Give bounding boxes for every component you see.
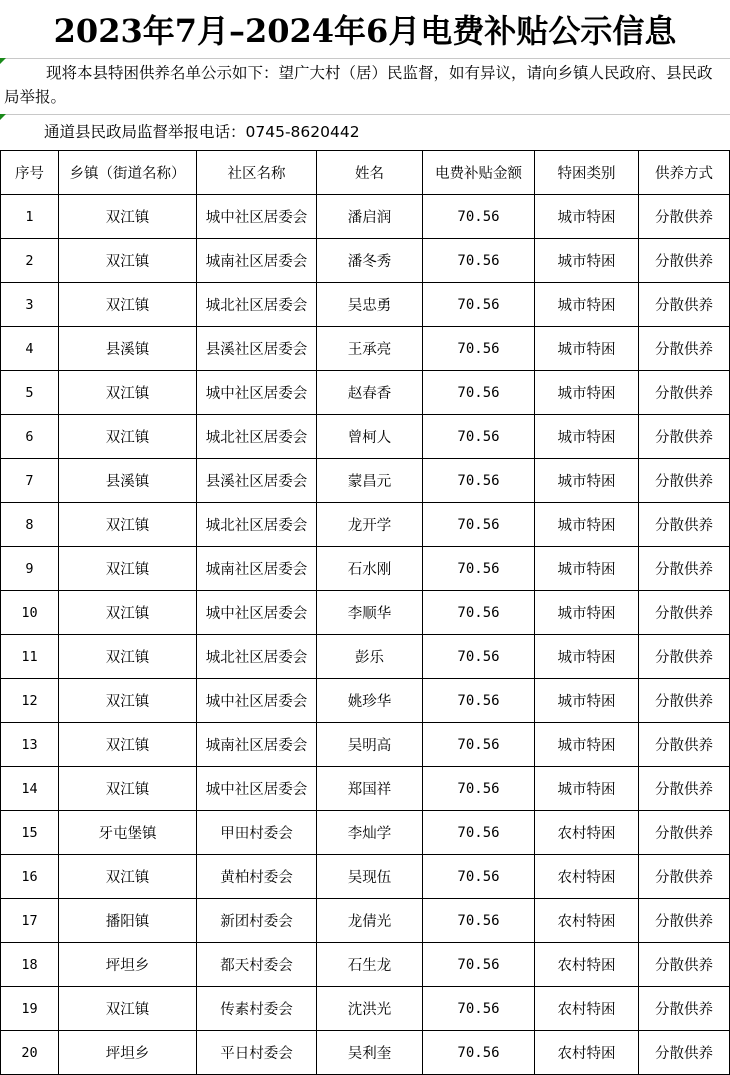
serial-cell[interactable]: 18	[1, 943, 59, 987]
community-cell[interactable]: 传素村委会	[197, 987, 317, 1031]
category-cell[interactable]: 城市特困	[535, 767, 639, 811]
township-cell[interactable]: 牙屯堡镇	[59, 811, 197, 855]
community-cell[interactable]: 新团村委会	[197, 899, 317, 943]
township-cell[interactable]: 县溪镇	[59, 459, 197, 503]
support-mode-cell[interactable]: 分散供养	[639, 723, 730, 767]
support-mode-cell[interactable]: 分散供养	[639, 547, 730, 591]
category-cell[interactable]: 农村特困	[535, 855, 639, 899]
name-cell[interactable]: 沈洪光	[317, 987, 423, 1031]
support-mode-cell[interactable]: 分散供养	[639, 503, 730, 547]
table-row	[1, 855, 730, 899]
support-mode-cell[interactable]: 分散供养	[639, 371, 730, 415]
column-header[interactable]: 供养方式	[639, 151, 730, 195]
page-title: 2023年7月–2024年6月电费补贴公示信息	[53, 12, 677, 50]
serial-cell[interactable]: 16	[1, 855, 59, 899]
serial-cell[interactable]: 10	[1, 591, 59, 635]
serial-cell[interactable]: 4	[1, 327, 59, 371]
serial-cell[interactable]: 17	[1, 899, 59, 943]
table-row	[1, 591, 730, 635]
township-cell[interactable]: 坪坦乡	[59, 943, 197, 987]
township-cell[interactable]: 双江镇	[59, 195, 197, 239]
table-row	[1, 1031, 730, 1075]
notice-text: 现将本县特困供养名单公示如下：望广大村（居）民监督，如有异议，请向乡镇人民政府、县民政局举报。	[4, 64, 713, 106]
serial-cell[interactable]: 5	[1, 371, 59, 415]
category-cell[interactable]: 城市特困	[535, 283, 639, 327]
subsidy-amount-cell[interactable]: 70.56	[423, 547, 535, 591]
community-cell[interactable]: 城中社区居委会	[197, 195, 317, 239]
serial-cell[interactable]: 14	[1, 767, 59, 811]
table-row	[1, 195, 730, 239]
subsidy-amount-cell[interactable]: 70.56	[423, 811, 535, 855]
subsidy-amount-cell[interactable]: 70.56	[423, 855, 535, 899]
support-mode-cell[interactable]: 分散供养	[639, 943, 730, 987]
support-mode-cell[interactable]: 分散供养	[639, 327, 730, 371]
name-cell[interactable]: 石水刚	[317, 547, 423, 591]
subsidy-amount-cell[interactable]: 70.56	[423, 591, 535, 635]
name-cell[interactable]: 龙开学	[317, 503, 423, 547]
row-divider	[0, 58, 730, 59]
table-row	[1, 899, 730, 943]
subsidy-amount-cell[interactable]: 70.56	[423, 987, 535, 1031]
category-cell[interactable]: 城市特困	[535, 371, 639, 415]
category-cell[interactable]: 城市特困	[535, 459, 639, 503]
community-cell[interactable]: 城北社区居委会	[197, 503, 317, 547]
support-mode-cell[interactable]: 分散供养	[639, 239, 730, 283]
subsidy-amount-cell[interactable]: 70.56	[423, 503, 535, 547]
name-cell[interactable]: 潘启润	[317, 195, 423, 239]
serial-cell[interactable]: 12	[1, 679, 59, 723]
column-header[interactable]: 序号	[1, 151, 59, 195]
support-mode-cell[interactable]: 分散供养	[639, 635, 730, 679]
community-cell[interactable]: 平日村委会	[197, 1031, 317, 1075]
subsidy-amount-cell[interactable]: 70.56	[423, 283, 535, 327]
name-cell[interactable]: 龙倩光	[317, 899, 423, 943]
serial-cell[interactable]: 7	[1, 459, 59, 503]
support-mode-cell[interactable]: 分散供养	[639, 283, 730, 327]
township-cell[interactable]: 双江镇	[59, 371, 197, 415]
community-cell[interactable]: 城南社区居委会	[197, 239, 317, 283]
table-row	[1, 371, 730, 415]
subsidy-amount-cell[interactable]: 70.56	[423, 635, 535, 679]
column-header[interactable]: 姓名	[317, 151, 423, 195]
category-cell[interactable]: 城市特困	[535, 503, 639, 547]
category-cell[interactable]: 农村特困	[535, 811, 639, 855]
subsidy-amount-cell[interactable]: 70.56	[423, 195, 535, 239]
township-cell[interactable]: 双江镇	[59, 767, 197, 811]
subsidy-amount-cell[interactable]: 70.56	[423, 679, 535, 723]
support-mode-cell[interactable]: 分散供养	[639, 591, 730, 635]
serial-cell[interactable]: 3	[1, 283, 59, 327]
table-row	[1, 635, 730, 679]
category-cell[interactable]: 城市特困	[535, 415, 639, 459]
community-cell[interactable]: 黄柏村委会	[197, 855, 317, 899]
serial-cell[interactable]: 19	[1, 987, 59, 1031]
name-cell[interactable]: 吴忠勇	[317, 283, 423, 327]
support-mode-cell[interactable]: 分散供养	[639, 415, 730, 459]
column-header[interactable]: 乡镇（街道名称）	[59, 151, 197, 195]
name-cell[interactable]: 吴明高	[317, 723, 423, 767]
serial-cell[interactable]: 20	[1, 1031, 59, 1075]
community-cell[interactable]: 城中社区居委会	[197, 679, 317, 723]
subsidy-amount-cell[interactable]: 70.56	[423, 1031, 535, 1075]
table-row	[1, 811, 730, 855]
township-cell[interactable]: 双江镇	[59, 635, 197, 679]
community-cell[interactable]: 城中社区居委会	[197, 767, 317, 811]
name-cell[interactable]: 赵春香	[317, 371, 423, 415]
table-row	[1, 415, 730, 459]
township-cell[interactable]: 双江镇	[59, 239, 197, 283]
category-cell[interactable]: 农村特困	[535, 899, 639, 943]
support-mode-cell[interactable]: 分散供养	[639, 987, 730, 1031]
township-cell[interactable]: 双江镇	[59, 987, 197, 1031]
support-mode-cell[interactable]: 分散供养	[639, 855, 730, 899]
serial-cell[interactable]: 8	[1, 503, 59, 547]
support-mode-cell[interactable]: 分散供养	[639, 459, 730, 503]
support-mode-cell[interactable]: 分散供养	[639, 195, 730, 239]
township-cell[interactable]: 双江镇	[59, 415, 197, 459]
comment-marker-icon	[0, 114, 6, 120]
table-row	[1, 767, 730, 811]
table-row	[1, 327, 730, 371]
township-cell[interactable]: 坪坦乡	[59, 1031, 197, 1075]
table-row	[1, 943, 730, 987]
table-row	[1, 679, 730, 723]
name-cell[interactable]: 李灿学	[317, 811, 423, 855]
row-divider	[0, 114, 730, 115]
category-cell[interactable]: 农村特困	[535, 987, 639, 1031]
category-cell[interactable]: 城市特困	[535, 635, 639, 679]
serial-cell[interactable]: 9	[1, 547, 59, 591]
community-cell[interactable]: 城北社区居委会	[197, 415, 317, 459]
table-row	[1, 987, 730, 1031]
subsidy-amount-cell[interactable]: 70.56	[423, 899, 535, 943]
township-cell[interactable]: 双江镇	[59, 679, 197, 723]
table-row	[1, 239, 730, 283]
subsidy-amount-cell[interactable]: 70.56	[423, 767, 535, 811]
subsidy-amount-cell[interactable]: 70.56	[423, 239, 535, 283]
support-mode-cell[interactable]: 分散供养	[639, 899, 730, 943]
serial-cell[interactable]: 1	[1, 195, 59, 239]
name-cell[interactable]: 王承亮	[317, 327, 423, 371]
community-cell[interactable]: 城中社区居委会	[197, 591, 317, 635]
category-cell[interactable]: 城市特困	[535, 679, 639, 723]
column-header[interactable]: 电费补贴金额	[423, 151, 535, 195]
township-cell[interactable]: 播阳镇	[59, 899, 197, 943]
township-cell[interactable]: 双江镇	[59, 855, 197, 899]
community-cell[interactable]: 县溪社区居委会	[197, 327, 317, 371]
community-cell[interactable]: 城中社区居委会	[197, 371, 317, 415]
support-mode-cell[interactable]: 分散供养	[639, 1031, 730, 1075]
table-body	[1, 195, 730, 1075]
community-cell[interactable]: 城北社区居委会	[197, 635, 317, 679]
category-cell[interactable]: 农村特困	[535, 943, 639, 987]
subsidy-amount-cell[interactable]: 70.56	[423, 723, 535, 767]
name-cell[interactable]: 吴现伍	[317, 855, 423, 899]
category-cell[interactable]: 城市特困	[535, 239, 639, 283]
community-cell[interactable]: 县溪社区居委会	[197, 459, 317, 503]
column-header[interactable]: 社区名称	[197, 151, 317, 195]
serial-cell[interactable]: 15	[1, 811, 59, 855]
category-cell[interactable]: 城市特困	[535, 547, 639, 591]
table-row	[1, 503, 730, 547]
community-cell[interactable]: 城南社区居委会	[197, 723, 317, 767]
category-cell[interactable]: 农村特困	[535, 1031, 639, 1075]
name-cell[interactable]: 彭乐	[317, 635, 423, 679]
category-cell[interactable]: 城市特困	[535, 591, 639, 635]
name-cell[interactable]: 曾柯人	[317, 415, 423, 459]
serial-cell[interactable]: 6	[1, 415, 59, 459]
support-mode-cell[interactable]: 分散供养	[639, 679, 730, 723]
table-row	[1, 723, 730, 767]
subsidy-amount-cell[interactable]: 70.56	[423, 943, 535, 987]
community-cell[interactable]: 都天村委会	[197, 943, 317, 987]
name-cell[interactable]: 姚珍华	[317, 679, 423, 723]
hotline-text: 通道县民政局监督举报电话：0745-8620442	[44, 123, 360, 141]
category-cell[interactable]: 城市特困	[535, 195, 639, 239]
table-row	[1, 547, 730, 591]
community-cell[interactable]: 城南社区居委会	[197, 547, 317, 591]
support-mode-cell[interactable]: 分散供养	[639, 811, 730, 855]
township-cell[interactable]: 双江镇	[59, 283, 197, 327]
community-cell[interactable]: 甲田村委会	[197, 811, 317, 855]
township-cell[interactable]: 双江镇	[59, 547, 197, 591]
township-cell[interactable]: 双江镇	[59, 591, 197, 635]
table-row	[1, 459, 730, 503]
serial-cell[interactable]: 11	[1, 635, 59, 679]
table-row	[1, 283, 730, 327]
township-cell[interactable]: 双江镇	[59, 723, 197, 767]
subsidy-amount-cell[interactable]: 70.56	[423, 459, 535, 503]
support-mode-cell[interactable]: 分散供养	[639, 767, 730, 811]
name-cell[interactable]: 郑国祥	[317, 767, 423, 811]
column-header[interactable]: 特困类别	[535, 151, 639, 195]
serial-cell[interactable]: 2	[1, 239, 59, 283]
name-cell[interactable]: 李顺华	[317, 591, 423, 635]
subsidy-table	[0, 150, 730, 1075]
subsidy-amount-cell[interactable]: 70.56	[423, 371, 535, 415]
name-cell[interactable]: 石生龙	[317, 943, 423, 987]
name-cell[interactable]: 蒙昌元	[317, 459, 423, 503]
township-cell[interactable]: 双江镇	[59, 503, 197, 547]
serial-cell[interactable]: 13	[1, 723, 59, 767]
category-cell[interactable]: 城市特困	[535, 327, 639, 371]
township-cell[interactable]: 县溪镇	[59, 327, 197, 371]
name-cell[interactable]: 潘冬秀	[317, 239, 423, 283]
subsidy-amount-cell[interactable]: 70.56	[423, 327, 535, 371]
table-header-row	[1, 151, 730, 195]
name-cell[interactable]: 吴利奎	[317, 1031, 423, 1075]
category-cell[interactable]: 城市特困	[535, 723, 639, 767]
community-cell[interactable]: 城北社区居委会	[197, 283, 317, 327]
subsidy-amount-cell[interactable]: 70.56	[423, 415, 535, 459]
